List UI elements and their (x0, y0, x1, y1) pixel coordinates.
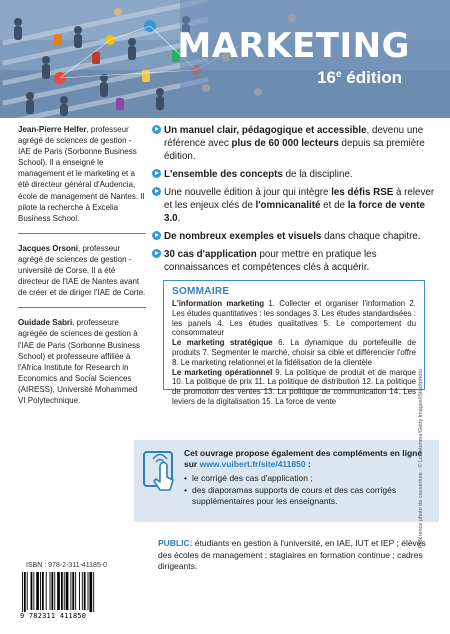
author-description: , professeur agrégé de sciences de gestion - IAE de Paris (Sorbonne Business School). Il a enseigné le management et le marketing et a été directeur général d'Audencia, école de management de Nantes. Il pilote la recherche à Excelia Business School. (18, 125, 145, 223)
selling-point (152, 168, 440, 181)
selling-point-text: de la discipline. (282, 169, 353, 180)
photo-credit: Référence photo de couverture : © Lcoletonme/Getty Images/iStockphoto (418, 369, 424, 548)
selling-point (152, 186, 440, 225)
barcode-bar (51, 572, 53, 610)
barcode-bar (50, 572, 51, 610)
author-name: Jacques Orsoni (18, 243, 79, 253)
author-description: , professeure agrégée de sciences de gestion à l'IAE de Paris (Sorbonne Business School) et professeure affiliée à l'Africa Institute for Research in Economics and Social Sciences (AIRESS), Université Mohammed VI Polytechnique. (18, 318, 141, 405)
author-bio (18, 243, 146, 298)
barcode-bar (89, 572, 92, 614)
selling-point-text: à relever et les enjeux clés de (164, 187, 435, 211)
selling-point-text: et de (320, 200, 348, 211)
barcode-bar (93, 572, 94, 614)
selling-point-bold: plus de 60 000 lecteurs (231, 138, 339, 149)
toc-part-title: L'information marketing (172, 299, 265, 308)
divider (18, 233, 146, 234)
selling-point-text: . (177, 213, 181, 224)
barcode-bar (40, 572, 41, 610)
barcode-bar (31, 572, 33, 610)
author-bio (18, 317, 146, 406)
toc-body (172, 299, 416, 407)
barcode-bar (22, 572, 23, 614)
cover-header (0, 0, 450, 118)
barcode-bar (84, 572, 86, 610)
toc-part-chapters: 9. La politique de produit et de marque 10. La politique de prix 11. La politique de distribution 12. La politique de promotion des ventes 13. La politique de communication 14. Les leviers de la digitalisation 15. La force de vente (172, 367, 416, 406)
complements-url-link[interactable]: www.vuibert.fr/site/411850 (199, 459, 306, 469)
selling-point-bold: la force de vente 3.0 (164, 200, 426, 224)
audience-label: PUBLIC: (158, 538, 193, 548)
selling-point (152, 248, 440, 274)
barcode-bar (75, 572, 76, 610)
selling-point (152, 124, 440, 163)
selling-point-text: depuis sa première édition. (164, 138, 425, 162)
barcode-digits: 9 782311 411850 (20, 612, 120, 620)
author-bio (18, 124, 146, 224)
arrow-right-icon (152, 169, 161, 178)
selling-point-bold: les défis RSE (331, 187, 394, 198)
barcode-bar (42, 572, 44, 610)
barcode-bar (24, 572, 26, 614)
selling-point (152, 230, 440, 243)
complements-lead (184, 448, 432, 470)
toc-title: SOMMAIRE (172, 286, 230, 297)
author-name: Ouidade Sabri (18, 318, 73, 328)
complements-list (184, 473, 432, 507)
table-of-contents (163, 280, 425, 406)
selling-point-text: pour mettre en pratique les connaissances et compétences clés à acquérir. (164, 249, 377, 273)
barcode-bar (27, 572, 28, 610)
barcode-bar (66, 572, 69, 610)
author-name: Jean-Pierre Helfer (18, 125, 87, 134)
selling-point-text: dans chaque chapitre. (321, 231, 421, 242)
title-block (177, 28, 410, 88)
author-description: , professeur agrégé de sciences de gestion - université de Corse. Il a été directeur de l'IAE de Nantes avant de créer et de diriger l'IAE de Corte. (18, 243, 146, 298)
complements-url-suffix: : (305, 459, 311, 469)
isbn: ISBN : 978-2-311-41185-0 (26, 562, 108, 569)
edition-number: 16 (317, 68, 336, 87)
arrow-right-icon (152, 249, 161, 258)
selling-point-bold: 30 cas d'application (164, 249, 257, 260)
online-complements-box (134, 440, 439, 522)
barcode-bar (79, 572, 80, 610)
selling-point-bold: De nombreux exemples et visuels (164, 231, 322, 242)
toc-part-chapters: 1. Collecter et organiser l'information 2. Les études quantitatives : les sondages 3. Les études standardisées : les panels 4. Les études qualitatives 5. Le comportement du consommateur (172, 299, 416, 338)
arrow-right-icon (152, 187, 161, 196)
toc-part-chapters: 6. La dynamique du portefeuille de produits 7. Segmenter le marché, choisir sa cible et différencier l'offre 8. Le marketing relationnel et la fidélisation de la clientèle (172, 338, 416, 367)
barcode-bar (88, 572, 89, 610)
edition-word: édition (346, 68, 402, 87)
barcode-bar (64, 572, 65, 610)
authors-column (18, 124, 146, 415)
audience-text: étudiants en gestion à l'université, en IAE, IUT et IEP ; élèves des écoles de management ; stagiaires en formation continue ; cadres dirigeants. (158, 538, 426, 571)
divider (18, 307, 146, 308)
arrow-right-icon (152, 231, 161, 240)
barcode-bar (72, 572, 74, 610)
complements-text (184, 448, 432, 508)
barcode-bar (54, 572, 55, 610)
edition-label (177, 68, 402, 88)
barcode-bar (33, 572, 34, 610)
complements-lead-text: Cet ouvrage propose également des compléments en ligne sur (184, 448, 423, 469)
barcode-bar (61, 572, 63, 610)
selling-point-bold: Un manuel clair, pédagogique et accessible (164, 125, 367, 136)
toc-part-title: Le marketing opérationnel (172, 367, 273, 377)
selling-point-text: , devenu une référence avec (164, 125, 424, 149)
barcode-bar (70, 572, 71, 610)
target-audience (158, 538, 428, 573)
selling-points (152, 124, 440, 279)
tablet-touch-icon (142, 450, 178, 496)
list-item: • le corrigé des cas d'application ; (184, 473, 432, 484)
list-item: • des diaporamas supports de cours et des cas corrigés supplémentaires pour les enseignants. (184, 485, 432, 507)
barcode-bars (20, 572, 120, 614)
edition-suffix: e (335, 69, 342, 80)
barcode-bar (46, 572, 47, 610)
toc-part-title: Le marketing stratégique (172, 338, 273, 348)
barcode-bar (57, 572, 60, 610)
selling-point-text: Une nouvelle édition à jour qui intègre (164, 187, 332, 198)
arrow-right-icon (152, 125, 161, 134)
barcode-bar (36, 572, 39, 610)
selling-point-bold: L'ensemble des concepts (164, 169, 283, 180)
barcode-bar (82, 572, 83, 610)
book-title: MARKETING (177, 26, 410, 66)
selling-point-bold: l'omnicanalité (255, 200, 321, 211)
